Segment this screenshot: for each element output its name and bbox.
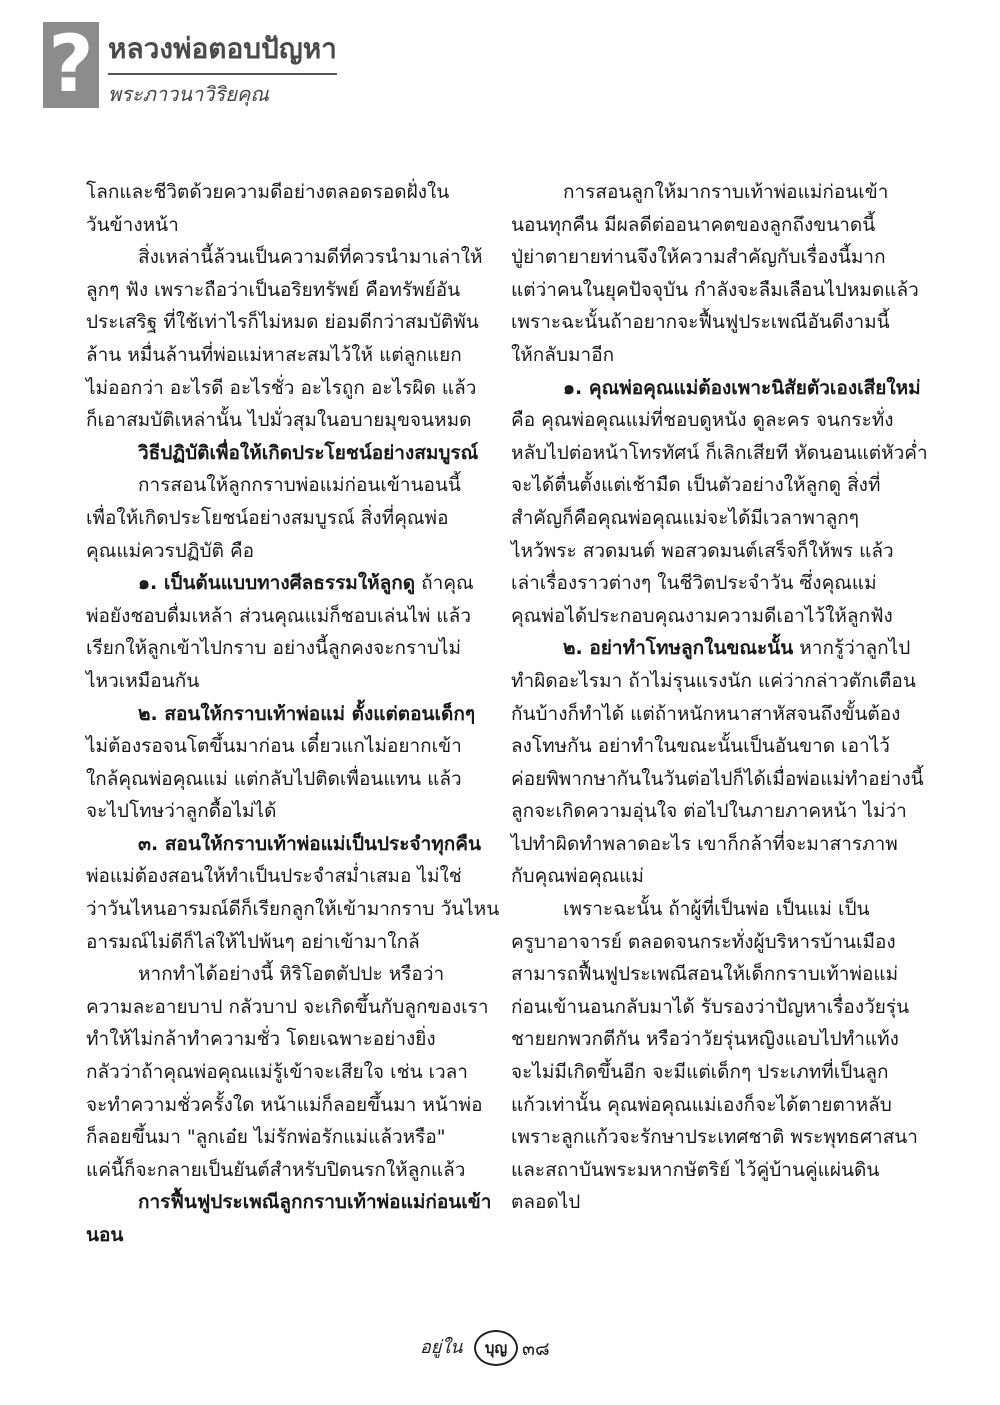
text-line: พ่อแม่ต้องสอนให้ทำเป็นประจำสม่ำเสมอ ไม่ใช่ xyxy=(86,865,462,888)
text-line: ก่อนเข้านอนกลับมาได้ รับรองว่าปัญหาเรื่องวัยรุ่น xyxy=(511,995,910,1018)
text-line: พ่อยังชอบดื่มเหล้า ส่วนคุณแม่ก็ชอบเล่นไพ่ แล้ว xyxy=(86,604,471,627)
question-box xyxy=(43,22,99,108)
column-author: พระภาวนาวิริยคุณ xyxy=(108,82,269,106)
text-line: อารมณ์ไม่ดีก็ไล่ให้ไปพ้นๆ อย่าเข้ามาใกล้ xyxy=(86,930,420,953)
text-line: ประเสริฐ ที่ใช้เท่าไรก็ไม่หมด ย่อมดีกว่าสมบัติพัน xyxy=(86,311,479,334)
text-line: ทำให้ไม่กล้าทำความชั่ว โดยเฉพาะอย่างยิ่ง xyxy=(86,1028,436,1051)
text-line xyxy=(86,567,474,600)
text-line: เพื่อให้เกิดประโยชน์อย่างสมบูรณ์ สิ่งที่คุณพ่อ xyxy=(86,506,449,529)
text-line: แค่นี้ก็จะกลายเป็นยันต์สำหรับปิดนรกให้ลูกแล้ว xyxy=(86,1158,466,1181)
section-heading: วิธีปฏิบัติเพื่อให้เกิดประโยชน์อย่างสมบูรณ์ xyxy=(138,441,479,464)
text-line: วันข้างหน้า xyxy=(86,213,179,236)
text-line: เล่าเรื่องราวต่างๆ ในชีวิตประจำวัน ซึ่งคุณแม่ xyxy=(511,572,877,595)
page-footer xyxy=(0,1330,1000,1370)
text-line: สิ่งเหล่านี้ล้วนเป็นความดีที่ควรนำมาเล่าให้ xyxy=(138,246,483,269)
text-line: กับคุณพ่อคุณแม่ xyxy=(511,865,644,888)
text-line: ลูกจะเกิดความอุ่นใจ ต่อไปในภายภาคหน้า ไม่ว่า xyxy=(511,800,907,823)
text-line: หลับไปต่อหน้าโทรทัศน์ ก็เลิกเสียที หัดนอนแต่หัวค่ำ xyxy=(511,441,928,464)
text-line: ล้าน หมื่นล้านที่พ่อแม่หาสะสมไว้ให้ แต่ลูกแยก xyxy=(86,343,462,366)
text-line: ครูบาอาจารย์ ตลอดจนกระทั่งผู้บริหารบ้านเมือง xyxy=(511,930,896,953)
item-heading: ๑. เป็นต้นแบบทางศีลธรรมให้ลูกดู xyxy=(138,572,416,595)
text-line: หากทำได้อย่างนี้ หิริโอตตัปปะ หรือว่า xyxy=(138,963,445,986)
text-line: ทำผิดอะไรมา ถ้าไม่รุนแรงนัก แค่ว่ากล่าวตักเตือน xyxy=(511,669,916,692)
text-line: ปู่ย่าตายายท่านจึงให้ความสำคัญกับเรื่องนี้มาก xyxy=(511,246,886,269)
text-line: ใกล้คุณพ่อคุณแม่ แต่กลับไปติดเพื่อนแทน แล้ว xyxy=(86,767,462,790)
text-line: ไปทำผิดทำพลาดอะไร เขาก็กล้าที่จะมาสารภาพ xyxy=(511,832,898,855)
text-line: นอนทุกคืน มีผลดีต่ออนาคตของลูกถึงขนาดนี้ xyxy=(511,213,876,236)
text-line: คุณแม่ควรปฏิบัติ คือ xyxy=(86,539,255,562)
text-line: ตลอดไป xyxy=(511,1191,581,1214)
text-line: แต่ว่าคนในยุคปัจจุบัน กำลังจะลืมเลือนไปหมดแล้ว xyxy=(511,278,919,301)
text-line: การสอนให้ลูกกราบพ่อแม่ก่อนเข้านอนนี้ xyxy=(138,474,461,497)
text-line: เพราะฉะนั้นถ้าอยากจะฟื้นฟูประเพณีอันดีงามนี้ xyxy=(511,311,890,334)
text-line: โลกและชีวิตด้วยความดีอย่างตลอดรอดฝั่งใน xyxy=(86,181,450,203)
text-line: ไหวเหมือนกัน xyxy=(86,669,200,692)
text-line xyxy=(511,632,911,665)
text-line: ลูกๆ ฟัง เพราะถือว่าเป็นอริยทรัพย์ คือทรัพย์อัน xyxy=(86,278,461,301)
item-heading: ๒. อย่าทำโทษลูกในขณะนั้น xyxy=(563,637,794,660)
text-fragment: ถ้าคุณ xyxy=(415,572,474,595)
section-heading: การฟื้นฟูประเพณีลูกกราบเท้าพ่อแม่ก่อนเข้า xyxy=(138,1191,492,1214)
text-line: ความละอายบาป กลัวบาป จะเกิดขึ้นกับลูกของเรา xyxy=(86,995,489,1018)
text-line: ชายยกพวกตีกัน หรือว่าวัยรุ่นหญิงแอบไปทำแท้ง xyxy=(511,1028,899,1051)
magazine-logo-circle: บุญ xyxy=(474,1330,518,1366)
text-line: ให้กลับมาอีก xyxy=(511,343,615,366)
column-title: หลวงพ่อตอบปัญหา xyxy=(108,27,337,75)
magazine-logo-text: อยู่ใน xyxy=(420,1337,463,1358)
item-heading: ๓. สอนให้กราบเท้าพ่อแม่เป็นประจำทุกคืน xyxy=(138,832,481,855)
text-line: สำคัญก็คือคุณพ่อคุณแม่จะได้มีเวลาพาลูกๆ xyxy=(511,506,859,529)
text-line: ก็ลอยขึ้นมา "ลูกเอ๋ย ไม่รักพ่อรักแม่แล้วหรือ" xyxy=(86,1126,446,1149)
item-heading: ๑. คุณพ่อคุณแม่ต้องเพาะนิสัยตัวเองเสียใหม่ xyxy=(563,376,921,399)
text-line: เพราะฉะนั้น ถ้าผู้ที่เป็นพ่อ เป็นแม่ เป็น xyxy=(563,898,870,921)
text-line: ว่าวันไหนอารมณ์ดีก็เรียกลูกให้เข้ามากราบ วันไหน xyxy=(86,898,500,921)
text-line: จะได้ตื่นตั้งแต่เช้ามืด เป็นตัวอย่างให้ลูกดู สิ่งที่ xyxy=(511,474,881,497)
right-column xyxy=(511,176,928,1219)
text-line: เพราะลูกแก้วจะรักษาประเทศชาติ พระพุทธศาสนา xyxy=(511,1126,918,1149)
page-number: ๓๘ xyxy=(522,1338,550,1360)
text-line: กลัวว่าถ้าคุณพ่อคุณแม่รู้เข้าจะเสียใจ เช่น เวลา xyxy=(86,1061,468,1084)
text-line: จะทำความชั่วครั้งใด หน้าแม่ก็ลอยขึ้นมา หน้าพ่อ xyxy=(86,1093,483,1116)
text-line: ลงโทษกัน อย่าทำในขณะนั้นเป็นอันขาด เอาไว้ xyxy=(511,735,890,758)
text-line: จะไม่มีเกิดขึ้นอีก จะมีแต่เด็กๆ ประเภทที่เป็นลูก xyxy=(511,1061,889,1084)
text-line: ไม่ออกว่า อะไรดี อะไรชั่ว อะไรถูก อะไรผิด แล้ว xyxy=(86,376,477,399)
text-line: สามารถฟื้นฟูประเพณีสอนให้เด็กกราบเท้าพ่อแม่ xyxy=(511,963,899,986)
section-heading-cont: นอน xyxy=(86,1224,124,1246)
text-line: การสอนลูกให้มากราบเท้าพ่อแม่ก่อนเข้า xyxy=(563,181,889,203)
text-line: ค่อยพิพากษากันในวันต่อไปก็ได้เมื่อพ่อแม่ทำอย่างนี้ xyxy=(511,767,924,790)
left-column xyxy=(86,176,500,1252)
text-line: และสถาบันพระมหากษัตริย์ ไว้คู่บ้านคู่แผ่นดิน xyxy=(511,1158,880,1181)
question-mark-icon: ? xyxy=(48,20,94,110)
item-heading: ๒. สอนให้กราบเท้าพ่อแม่ ตั้งแต่ตอนเด็กๆ xyxy=(138,702,476,725)
text-line: คือ คุณพ่อคุณแม่ที่ชอบดูหนัง ดูละคร จนกระทั่ง xyxy=(511,409,894,432)
text-line: คุณพ่อได้ประกอบคุณงามความดีเอาไว้ให้ลูกฟัง xyxy=(511,604,893,627)
text-line: ก็เอาสมบัติเหล่านั้น ไปมั่วสุมในอบายมุขจนหมด xyxy=(86,409,472,432)
text-line: ไหว้พระ สวดมนต์ พอสวดมนต์เสร็จก็ให้พร แล้ว xyxy=(511,539,894,562)
text-line: กันบ้างก็ทำได้ แต่ถ้าหนักหนาสาหัสจนถึงขั้นต้อง xyxy=(511,702,901,725)
text-line: ไม่ต้องรอจนโตขึ้นมาก่อน เดี๋ยวแกไม่อยากเข้า xyxy=(86,735,462,758)
text-line: แก้วเท่านั้น คุณพ่อคุณแม่เองก็จะได้ตายตาหลับ xyxy=(511,1093,892,1116)
text-line: เรียกให้ลูกเข้าไปกราบ อย่างนี้ลูกคงจะกราบไม่ xyxy=(86,637,461,660)
text-fragment: หากรู้ว่าลูกไป xyxy=(793,637,911,660)
text-line: จะไปโทษว่าลูกดื้อไม่ได้ xyxy=(86,800,277,823)
